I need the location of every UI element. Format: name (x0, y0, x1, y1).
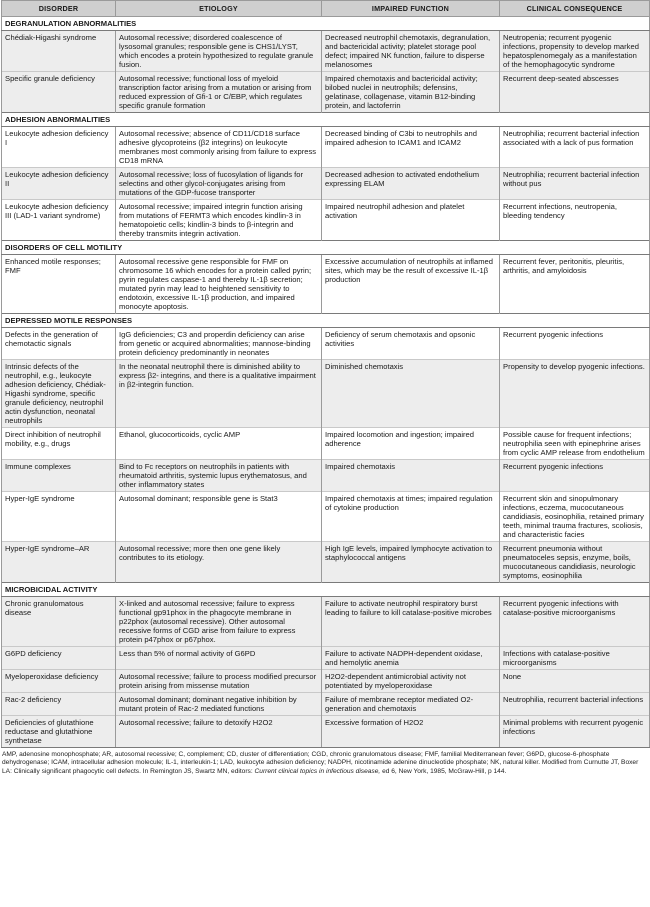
cell-clinical-consequence: Recurrent deep-seated abscesses (500, 72, 650, 113)
cell-impaired-function: Impaired locomotion and ingestion; impaired adherence (322, 428, 500, 460)
header-clinical-consequence: CLINICAL CONSEQUENCE (500, 1, 650, 17)
table-row (2, 328, 650, 360)
cell-impaired-function: Impaired chemotaxis at times; impaired regulation of cytokine production (322, 492, 500, 542)
cell-etiology: Autosomal recessive; more then one gene likely contributes to its etiology. (116, 542, 322, 583)
cell-impaired-function: Failure to activate NADPH-dependent oxidase, and hemolytic anemia (322, 647, 500, 670)
section-header-row (2, 241, 650, 255)
table-row (2, 31, 650, 72)
table-row (2, 460, 650, 492)
section-title: DEGRANULATION ABNORMALITIES (2, 17, 650, 31)
cell-impaired-function: Decreased neutrophil chemotaxis, degranulation, and bactericidal activity; platelet storage pool defect; impaired NK function, failure to disperse melanosomes (322, 31, 500, 72)
cell-impaired-function: High IgE levels, impaired lymphocyte activation to staphylococcal antigens (322, 542, 500, 583)
cell-disorder: Leukocyte adhesion deficiency II (2, 168, 116, 200)
cell-disorder: Specific granule deficiency (2, 72, 116, 113)
cell-disorder: G6PD deficiency (2, 647, 116, 670)
cell-disorder: Leukocyte adhesion deficiency III (LAD-1 variant syndrome) (2, 200, 116, 241)
cell-impaired-function: H2O2-dependent antimicrobial activity not potentiated by myeloperoxidase (322, 670, 500, 693)
cell-clinical-consequence: Neutropenia; recurrent pyogenic infections, propensity to develop marked hepatosplenomegaly as a manifestation of the hemophagocytic syndrome (500, 31, 650, 72)
cell-etiology: In the neonatal neutrophil there is diminished ability to express β2- integrins, and there is a qualitative impairment in β2-integrin function. (116, 360, 322, 428)
cell-etiology: Autosomal recessive; impaired integrin function arising from mutations of FERMT3 which encodes kindlin-3 in hematopoietic cells; kindlin-3 binds to β-integrin and thereby transmits integrin activation. (116, 200, 322, 241)
footnote-source-suffix: ed 6, New York, 1985, McGraw-Hill, p 144. (382, 767, 507, 775)
footnote-abbreviations: AMP, adenosine monophosphate; AR, autosomal recessive; C, complement; CD, cluster of differentiation; CGD, chronic granulomatous disease; FMF, familial Mediterranean fever; G6PD, glucose-6-phosphate dehydrogenase; ICAM, intracellular adhesion molecule; IL-1, interleukin-1; LAD, leukocyte adhesion deficiency; NADPH, nicotinamide adenine dinucleotide phosphate; NK, natural killer. (2, 751, 610, 767)
cell-etiology: X-linked and autosomal recessive; failure to express functional gp91phox in the phagocyte membrane in p22phox (autosomal recessive). Other autosomal recessive forms of CGD arise from failure to express protein p47phox or p67phox. (116, 597, 322, 647)
cell-disorder: Hyper-IgE syndrome (2, 492, 116, 542)
cell-clinical-consequence: Recurrent pneumonia without pneumatoceles sepsis, enzyme, boils, mucocutaneous candidiasis, neurologic symptoms, eosinophilia (500, 542, 650, 583)
section-header-row (2, 314, 650, 328)
cell-etiology: Autosomal dominant; responsible gene is Stat3 (116, 492, 322, 542)
cell-disorder: Enhanced motile responses; FMF (2, 255, 116, 314)
cell-clinical-consequence: Recurrent infections, neutropenia, bleeding tendency (500, 200, 650, 241)
cell-etiology: Autosomal recessive; loss of fucosylation of ligands for selectins and other glycol-conjugates arising from mutations of the GDP-fucose transporter (116, 168, 322, 200)
cell-clinical-consequence: Recurrent pyogenic infections with catalase-positive microorganisms (500, 597, 650, 647)
cell-etiology: Autosomal recessive; failure to process modified precursor protein arising from missense mutation (116, 670, 322, 693)
header-disorder: DISORDER (2, 1, 116, 17)
cell-disorder: Rac-2 deficiency (2, 693, 116, 716)
cell-etiology: Autosomal recessive; disordered coalescence of lysosomal granules; responsible gene is CHS1/LYST, which encodes a protein hypothesized to regulate granule fusion. (116, 31, 322, 72)
table-row (2, 127, 650, 168)
table-footnote (0, 748, 650, 776)
cell-impaired-function: Impaired chemotaxis (322, 460, 500, 492)
header-impaired-function: IMPAIRED FUNCTION (322, 1, 500, 17)
cell-etiology: Autosomal recessive; absence of CD11/CD18 surface adhesive glycoproteins (β2 integrins) on leukocyte membranes most commonly arising from failure to express CD18 mRNA (116, 127, 322, 168)
cell-clinical-consequence: Propensity to develop pyogenic infections. (500, 360, 650, 428)
footnote-source-title: Current clinical topics in infectious disease, (254, 767, 381, 775)
cell-etiology: Bind to Fc receptors on neutrophils in patients with rheumatoid arthritis, systemic lupus erythematosus, and other inflammatory states (116, 460, 322, 492)
cell-clinical-consequence: None (500, 670, 650, 693)
cell-etiology: Autosomal recessive; functional loss of myeloid transcription factor arising from a mutation or arising from reduced expression of Gfi-1 or C/EBP, which regulates specific granule formation (116, 72, 322, 113)
cell-impaired-function: Impaired neutrophil adhesion and platelet activation (322, 200, 500, 241)
cell-clinical-consequence: Neutrophilia; recurrent bacterial infection associated with a lack of pus formation (500, 127, 650, 168)
cell-impaired-function: Deficiency of serum chemotaxis and opsonic activities (322, 328, 500, 360)
cell-disorder: Defects in the generation of chemotactic signals (2, 328, 116, 360)
section-title: DISORDERS OF CELL MOTILITY (2, 241, 650, 255)
cell-clinical-consequence: Possible cause for frequent infections; neutrophilia seen with epinephrine arises from cyclic AMP release from endothelium (500, 428, 650, 460)
cell-clinical-consequence: Infections with catalase-positive microorganisms (500, 647, 650, 670)
table-row (2, 168, 650, 200)
cell-impaired-function: Failure to activate neutrophil respiratory burst leading to failure to kill catalase-positive microbes (322, 597, 500, 647)
section-header-row (2, 583, 650, 597)
cell-clinical-consequence: Recurrent pyogenic infections (500, 328, 650, 360)
cell-disorder: Direct inhibition of neutrophil mobility, e.g., drugs (2, 428, 116, 460)
cell-disorder: Immune complexes (2, 460, 116, 492)
table-row (2, 542, 650, 583)
table-row (2, 492, 650, 542)
table-row (2, 360, 650, 428)
table-row (2, 200, 650, 241)
cell-impaired-function: Decreased adhesion to activated endothelium expressing ELAM (322, 168, 500, 200)
cell-impaired-function: Impaired chemotaxis and bactericidal activity; bilobed nuclei in neutrophils; defensins, gelatinase, collagenase, vitamin B12-binding protein, and lactoferrin (322, 72, 500, 113)
table-row (2, 72, 650, 113)
cell-disorder: Myeloperoxidase deficiency (2, 670, 116, 693)
cell-disorder: Deficiencies of glutathione reductase and glutathione synthetase (2, 716, 116, 748)
cell-etiology: Less than 5% of normal activity of G6PD (116, 647, 322, 670)
cell-impaired-function: Excessive accumulation of neutrophils at inflamed sites, which may be the result of excessive IL-1β production (322, 255, 500, 314)
table-row (2, 255, 650, 314)
cell-disorder: Chronic granulomatous disease (2, 597, 116, 647)
cell-clinical-consequence: Recurrent fever, peritonitis, pleuritis, arthritis, and amyloidosis (500, 255, 650, 314)
cell-clinical-consequence: Minimal problems with recurrent pyogenic infections (500, 716, 650, 748)
cell-disorder: Hyper-IgE syndrome–AR (2, 542, 116, 583)
cell-etiology: Autosomal recessive; failure to detoxify H2O2 (116, 716, 322, 748)
table-body (2, 17, 650, 748)
cell-etiology: Ethanol, glucocorticoids, cyclic AMP (116, 428, 322, 460)
section-title: ADHESION ABNORMALITIES (2, 113, 650, 127)
footnote-source-prefix: Modified from Curnutte JT, Boxer LA: Clinically significant phagocytic cell defects. In Remington JS, Swartz MN, editors: (2, 759, 639, 775)
section-title: DEPRESSED MOTILE RESPONSES (2, 314, 650, 328)
section-header-row (2, 17, 650, 31)
cell-impaired-function: Excessive formation of H2O2 (322, 716, 500, 748)
cell-etiology: Autosomal dominant; dominant negative inhibition by mutant protein of Rac-2 mediated functions (116, 693, 322, 716)
phagocyte-defects-table (1, 0, 650, 748)
cell-disorder: Intrinsic defects of the neutrophil, e.g., leukocyte adhesion deficiency, Chédiak-Higashi syndrome, specific granule deficiency, neutrophil actin dysfunction, neonatal neutrophils (2, 360, 116, 428)
cell-impaired-function: Diminished chemotaxis (322, 360, 500, 428)
cell-impaired-function: Failure of membrane receptor mediated O2- generation and chemotaxis (322, 693, 500, 716)
cell-clinical-consequence: Neutrophilia, recurrent bacterial infections (500, 693, 650, 716)
table-row (2, 693, 650, 716)
cell-etiology: Autosomal recessive gene responsible for FMF on chromosome 16 which encodes for a protein called pyrin; pyrin regulates caspase-1 and thereby IL-1β secretion; mutated pyrin may lead to heightened sensitivity to endotoxin, excessive IL-1β production, and impaired monocyte apoptosis. (116, 255, 322, 314)
cell-etiology: IgG deficiencies; C3 and properdin deficiency can arise from genetic or acquired abnormalities; mannose-binding protein deficiency predominantly in neonates (116, 328, 322, 360)
table-row (2, 716, 650, 748)
cell-clinical-consequence: Recurrent pyogenic infections (500, 460, 650, 492)
cell-disorder: Leukocyte adhesion deficiency I (2, 127, 116, 168)
table-row (2, 428, 650, 460)
header-etiology: ETIOLOGY (116, 1, 322, 17)
section-title: MICROBICIDAL ACTIVITY (2, 583, 650, 597)
table-row (2, 647, 650, 670)
section-header-row (2, 113, 650, 127)
table-row (2, 597, 650, 647)
table-row (2, 670, 650, 693)
cell-clinical-consequence: Recurrent skin and sinopulmonary infections, eczema, mucocutaneous candidiasis, eosinophilia, retained primary teeth, minimal trauma fractures, scoliosis, and characteristic facies (500, 492, 650, 542)
cell-impaired-function: Decreased binding of C3bi to neutrophils and impaired adhesion to ICAM1 and ICAM2 (322, 127, 500, 168)
header-row (2, 1, 650, 17)
cell-clinical-consequence: Neutrophilia; recurrent bacterial infection without pus (500, 168, 650, 200)
cell-disorder: Chédiak-Higashi syndrome (2, 31, 116, 72)
